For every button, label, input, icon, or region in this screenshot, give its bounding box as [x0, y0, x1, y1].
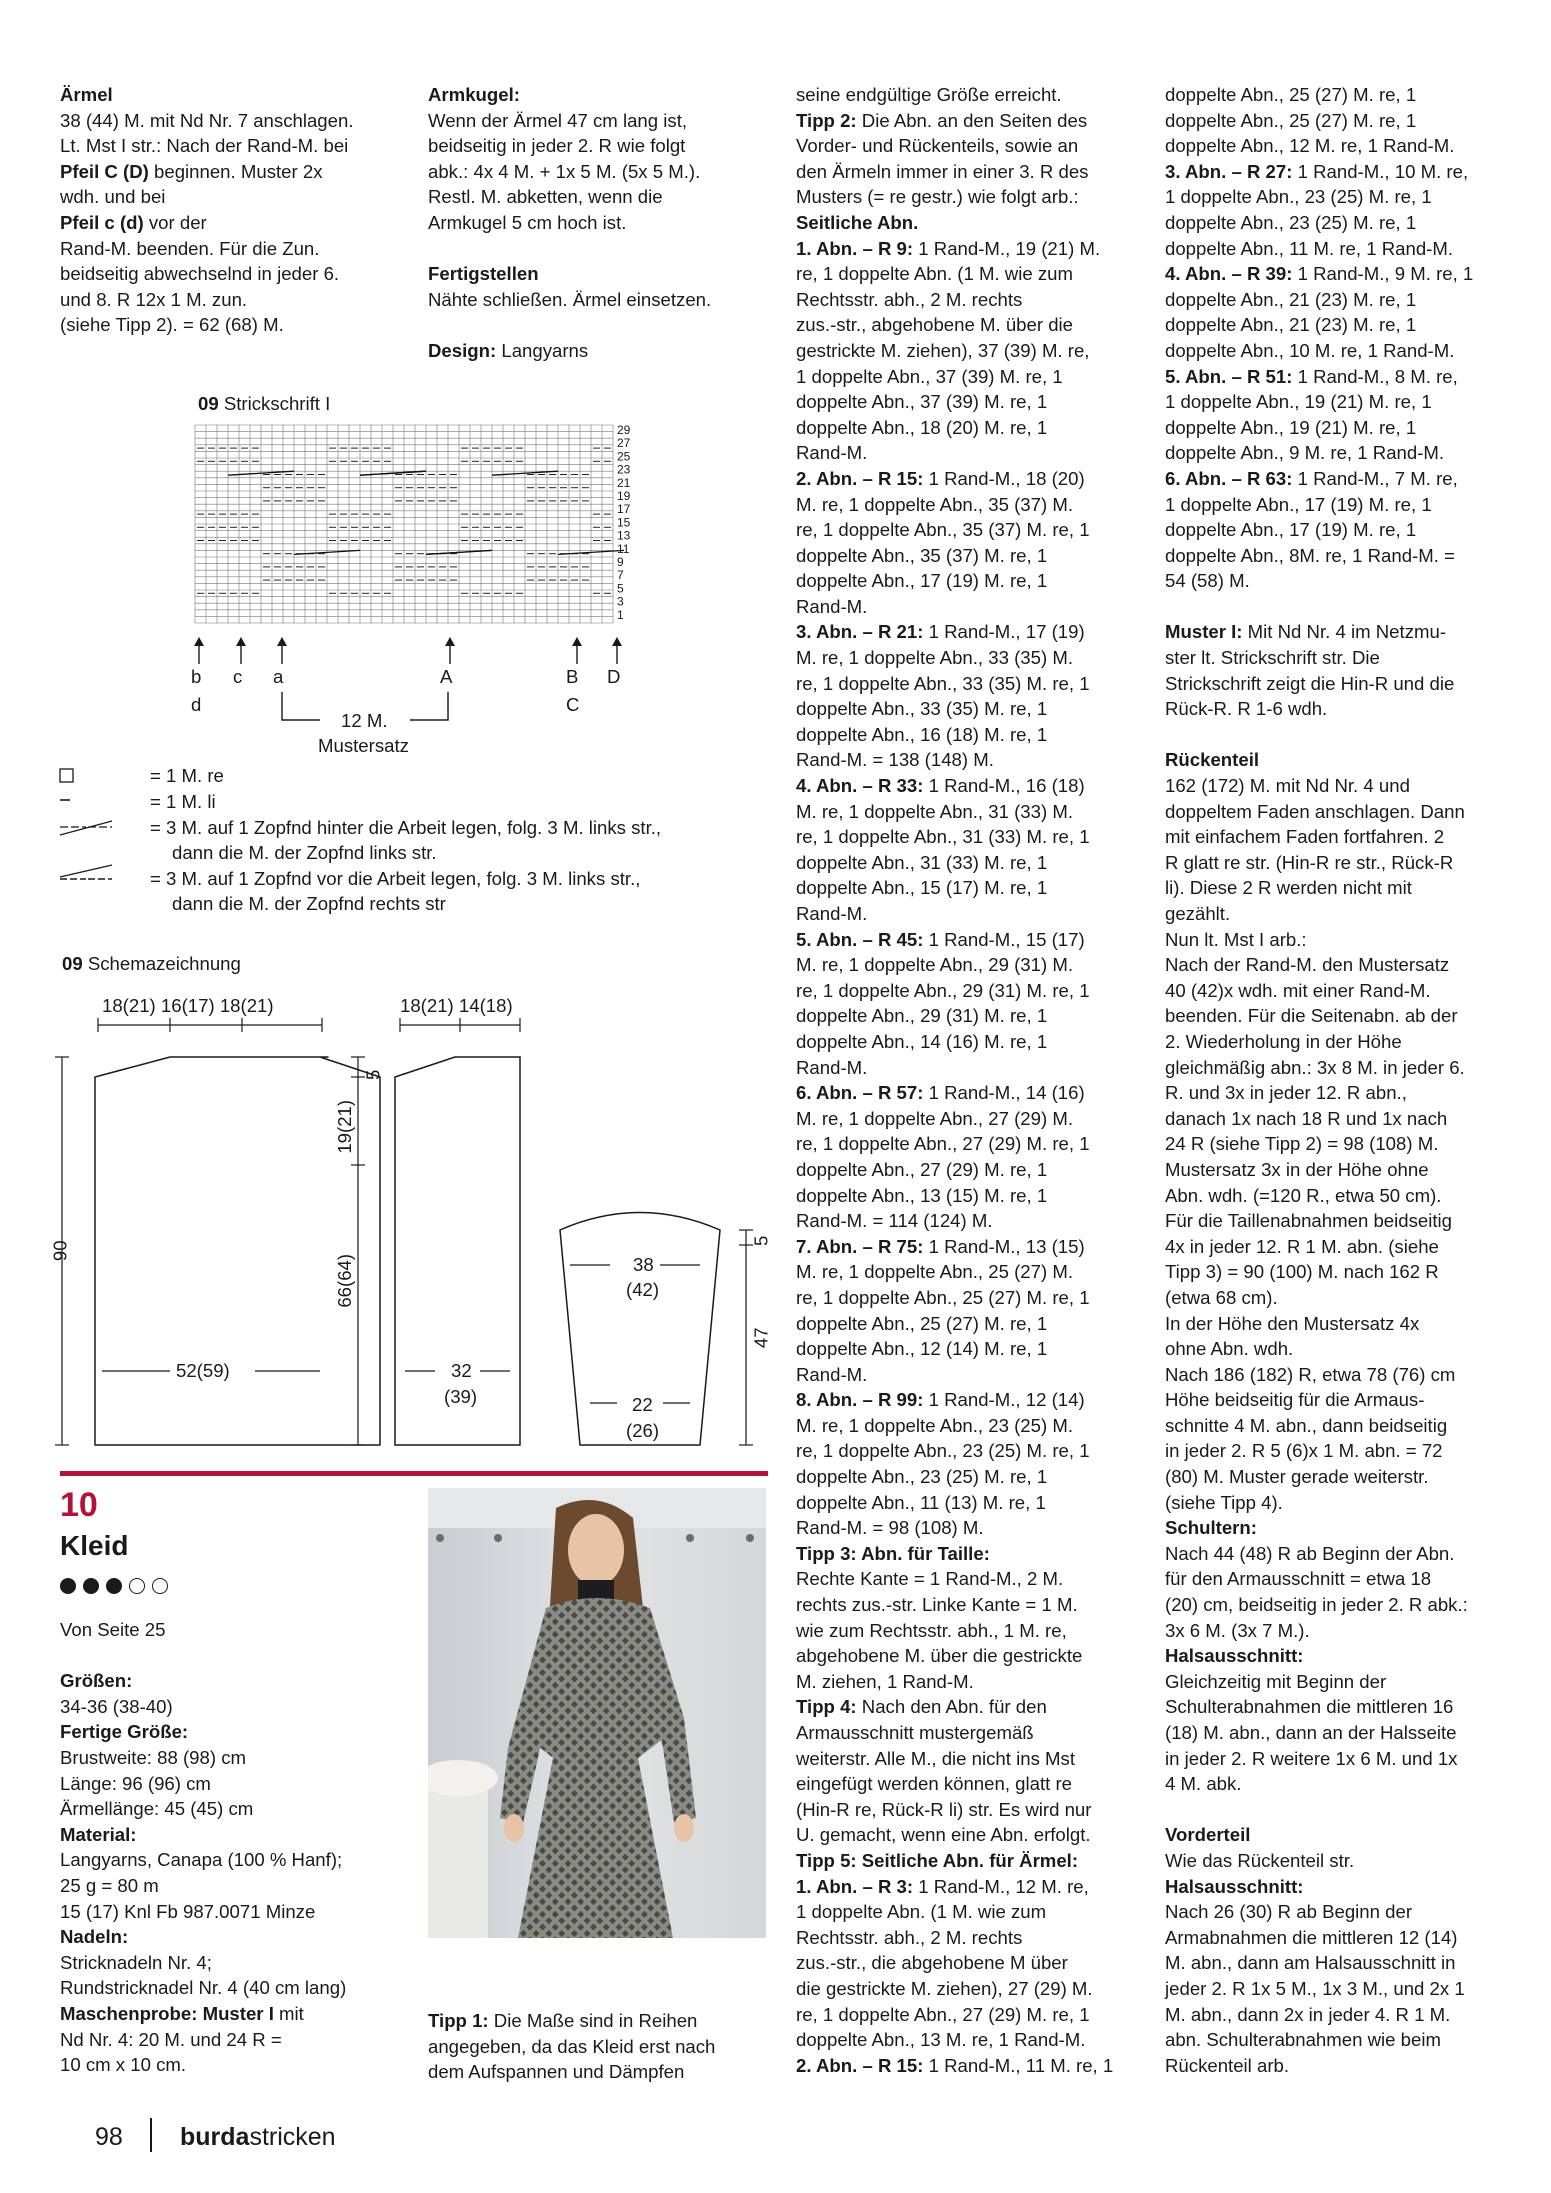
text-line: wie zum Rechtsstr. abh., 1 M. re,: [796, 1619, 1067, 1641]
text-line: 38 (44) M. mit Nd Nr. 7 anschlagen.: [60, 109, 354, 131]
row-number: 29: [617, 423, 631, 437]
text-line: Rechtsstr. abh., 2 M. rechts: [796, 288, 1023, 310]
text-line: 2. Abn. – R 15: 1 Rand-M., 11 M. re, 1: [796, 2054, 1114, 2076]
text-line: den Ärmeln immer in einer 3. R des: [796, 160, 1089, 182]
tipp-1: [428, 2008, 768, 2085]
text-line: Größen:: [60, 1670, 133, 1692]
text-line: re, 1 doppelte Abn., 27 (29) M. re, 1: [796, 1133, 1090, 1155]
text-line: doppelte Abn., 13 M. re, 1 Rand-M.: [796, 2029, 1086, 2051]
text-line: Länge: 96 (96) cm: [60, 1772, 211, 1794]
text-line: doppelte Abn., 21 (23) M. re, 1: [1165, 314, 1417, 336]
text-line: Armabnahmen die mittleren 12 (14): [1165, 1926, 1458, 1948]
text-line: Nähte schließen. Ärmel einsetzen.: [428, 288, 712, 310]
legend-3b: dann die M. der Zopfnd links str.: [172, 842, 437, 863]
text-line: doppelte Abn., 11 (13) M. re, 1: [796, 1491, 1046, 1513]
text-line: doppelte Abn., 29 (31) M. re, 1: [796, 1005, 1048, 1027]
text-line: abn. Schulterabnahmen wie beim: [1165, 2029, 1441, 2051]
text-line: 34-36 (38-40): [60, 1695, 173, 1717]
text-line: doppelte Abn., 14 (16) M. re, 1: [796, 1030, 1048, 1052]
text-line: Tipp 2: Die Abn. an den Seiten des: [796, 109, 1088, 131]
text-line: doppelte Abn., 27 (29) M. re, 1: [796, 1158, 1048, 1180]
text-line: Ärmellänge: 45 (45) cm: [60, 1798, 254, 1820]
text-line: gezählt.: [1165, 903, 1231, 924]
text-line: mit einfachem Faden fortfahren. 2: [1165, 826, 1445, 848]
text-line: doppelte Abn., 8M. re, 1 Rand-M. =: [1165, 544, 1455, 566]
row-number: 9: [617, 555, 624, 569]
text-line: doppelte Abn., 25 (27) M. re, 1: [796, 1312, 1048, 1334]
text-line: beidseitig abwechselnd in jeder 6.: [60, 263, 340, 285]
text-line: (18) M. abn., dann an der Halsseite: [1165, 1722, 1457, 1743]
text-line: Schultern:: [1165, 1517, 1257, 1539]
text-line: Tipp 4: Nach den Abn. für den: [796, 1696, 1047, 1718]
text-line: 5. Abn. – R 51: 1 Rand-M., 8 M. re,: [1165, 365, 1458, 387]
text-line: In der Höhe den Mustersatz 4x: [1165, 1312, 1420, 1334]
arrow-C: C: [566, 694, 580, 715]
text-line: 1. Abn. – R 3: 1 Rand-M., 12 M. re,: [796, 1875, 1089, 1897]
text-line: Rand-M.: [796, 595, 868, 617]
schema-sleeve-h47: 47: [750, 1327, 772, 1349]
text-line: 24 R (siehe Tipp 2) = 98 (108) M.: [1165, 1133, 1439, 1155]
text-line: re, 1 doppelte Abn., 25 (27) M. re, 1: [796, 1286, 1090, 1308]
text-line: Armausschnitt mustergemäß: [796, 1722, 1034, 1743]
legend-4a: = 3 M. auf 1 Zopfnd vor die Arbeit legen, folg. 3 M. links str.,: [150, 868, 641, 889]
text-line: 3x 6 M. (3x 7 M.).: [1165, 1619, 1310, 1641]
text-line: re, 1 doppelte Abn. (1 M. wie zum: [796, 263, 1073, 285]
schema-sleeve-bot2: (26): [626, 1420, 660, 1441]
text-line: angegeben, da das Kleid erst nach: [428, 2035, 716, 2057]
column-4: [1165, 82, 1505, 2078]
text-line: eingefügt werden können, glatt re: [796, 1773, 1073, 1795]
text-line: M. re, 1 doppelte Abn., 27 (29) M.: [796, 1107, 1073, 1129]
schema-sleeve-top1: 38: [633, 1254, 654, 1275]
text-line: doppelte Abn., 35 (37) M. re, 1: [796, 544, 1048, 566]
filled-dot-icon: [106, 1578, 122, 1594]
text-line: (80) M. Muster gerade weiterstr.: [1165, 1466, 1429, 1488]
text-line: Halsausschnitt:: [1165, 1645, 1304, 1667]
text-line: doppelte Abn., 13 (15) M. re, 1: [796, 1184, 1048, 1206]
text-line: Rundstricknadel Nr. 4 (40 cm lang): [60, 1977, 347, 1999]
text-line: doppelte Abn., 12 M. re, 1 Rand-M.: [1165, 135, 1455, 157]
arrow-A: A: [440, 666, 453, 687]
text-line: Nd Nr. 4: 20 M. und 24 R =: [60, 2028, 282, 2050]
text-line: ster lt. Strickschrift str. Die: [1165, 647, 1380, 669]
schema-sleeve-h5: 5: [750, 1235, 772, 1246]
section-number: 10: [60, 1486, 98, 1524]
arrow-d: d: [191, 694, 202, 715]
text-line: wdh. und bei: [60, 186, 166, 208]
knitting-chart: [190, 420, 650, 630]
text-line: beidseitig in jeder 2. R wie folgt: [428, 135, 686, 157]
text-line: Abn. wdh. (=120 R., etwa 50 cm).: [1165, 1184, 1442, 1206]
text-line: M. re, 1 doppelte Abn., 33 (35) M.: [796, 647, 1073, 669]
legend-2: = 1 M. li: [150, 791, 216, 812]
text-line: doppelte Abn., 15 (17) M. re, 1: [796, 877, 1048, 899]
spacer: [1165, 722, 1505, 748]
text-line: (siehe Tipp 4).: [1165, 1491, 1283, 1513]
text-line: doppelte Abn., 25 (27) M. re, 1: [1165, 84, 1417, 105]
text-line: die gestrickte M. ziehen), 27 (29) M.: [796, 1977, 1093, 1999]
schema-front-top: 18(21) 16(17) 18(21): [102, 995, 274, 1016]
text-line: Von Seite 25: [60, 1619, 166, 1640]
cable-back-symbol: [60, 821, 112, 835]
text-line: re, 1 doppelte Abn., 29 (31) M. re, 1: [796, 979, 1090, 1001]
arrow-D: D: [607, 666, 621, 687]
spacer: [60, 1643, 395, 1669]
row-number: 15: [617, 515, 631, 530]
text-line: Für die Taillenabnahmen beidseitig: [1165, 1210, 1453, 1232]
text-line: Rechte Kante = 1 Rand-M., 2 M.: [796, 1568, 1064, 1590]
text-line: doppelte Abn., 16 (18) M. re, 1: [796, 723, 1048, 745]
text-line: doppelte Abn., 9 M. re, 1 Rand-M.: [1165, 442, 1445, 464]
schematic-drawing: [50, 985, 780, 1460]
text-line: für den Armausschnitt = etwa 18: [1165, 1568, 1432, 1590]
text-line: zus.-str., abgehobene M. über die: [796, 314, 1074, 336]
text-line: doppelte Abn., 19 (21) M. re, 1: [1165, 416, 1417, 438]
section-divider: [60, 1471, 768, 1476]
text-line: Fertige Größe:: [60, 1721, 189, 1743]
text-line: Pfeil C (D) beginnen. Muster 2x: [60, 160, 323, 182]
text-line: (etwa 68 cm).: [1165, 1286, 1278, 1308]
text-line: weiterstr. Alle M., die nicht ins Mst: [796, 1747, 1075, 1769]
schema-side-w1: 32: [451, 1360, 472, 1381]
text-line: gleichmäßig abn.: 3x 8 M. in jeder 6.: [1165, 1056, 1465, 1078]
spacer: [1165, 594, 1505, 620]
text-line: Nach 186 (182) R, etwa 78 (76) cm: [1165, 1363, 1456, 1385]
legend-1: = 1 M. re: [150, 765, 224, 786]
text-line: M. re, 1 doppelte Abn., 23 (25) M.: [796, 1414, 1073, 1436]
text-line: abgehobene M. über die gestrickte: [796, 1645, 1083, 1667]
text-line: 5. Abn. – R 45: 1 Rand-M., 15 (17): [796, 928, 1085, 950]
text-line: Maschenprobe: Muster I mit: [60, 2002, 304, 2024]
schema-height: 90: [49, 1240, 71, 1262]
text-line: doppelte Abn., 31 (33) M. re, 1: [796, 851, 1048, 873]
column-2: [428, 82, 758, 364]
text-line: M. abn., dann 2x in jeder 4. R 1 M.: [1165, 2003, 1451, 2025]
text-line: Nach 26 (30) R ab Beginn der: [1165, 1901, 1413, 1923]
text-line: M. re, 1 doppelte Abn., 25 (27) M.: [796, 1261, 1073, 1283]
text-line: 1 doppelte Abn. (1 M. wie zum: [796, 1901, 1047, 1923]
text-line: U. gemacht, wenn eine Abn. erfolgt.: [796, 1824, 1091, 1846]
row-number: 13: [617, 528, 631, 543]
schema-sleeve-top2: (42): [626, 1279, 660, 1300]
row-number: 19: [617, 489, 631, 503]
page-number: 98: [95, 2123, 123, 2151]
text-line: doppelte Abn., 33 (35) M. re, 1: [796, 698, 1048, 720]
text-line: doppelte Abn., 23 (25) M. re, 1: [796, 1466, 1048, 1488]
text-line: doppelte Abn., 18 (20) M. re, 1: [796, 416, 1048, 438]
text-line: re, 1 doppelte Abn., 27 (29) M. re, 1: [796, 2003, 1090, 2025]
text-line: doppeltem Faden anschlagen. Dann: [1165, 800, 1465, 822]
text-line: 6. Abn. – R 57: 1 Rand-M., 14 (16): [796, 1082, 1085, 1104]
text-line: beenden. Für die Seitenabn. ab der: [1165, 1005, 1458, 1027]
text-line: Armkugel:: [428, 84, 520, 105]
difficulty-rating: [60, 1578, 175, 1599]
text-line: re, 1 doppelte Abn., 35 (37) M. re, 1: [796, 519, 1090, 541]
text-line: Nadeln:: [60, 1926, 129, 1948]
text-line: 8. Abn. – R 99: 1 Rand-M., 12 (14): [796, 1389, 1085, 1411]
filled-dot-icon: [60, 1578, 76, 1594]
text-line: 1 doppelte Abn., 19 (21) M. re, 1: [1165, 391, 1432, 413]
text-line: 3. Abn. – R 21: 1 Rand-M., 17 (19): [796, 621, 1085, 643]
row-number: 3: [617, 594, 624, 609]
dress-photo: [428, 1488, 766, 1938]
row-number: 27: [617, 436, 631, 451]
text-line: 25 g = 80 m: [60, 1874, 159, 1896]
text-line: doppelte Abn., 25 (27) M. re, 1: [1165, 109, 1417, 131]
repeat-label-2: Mustersatz: [318, 735, 409, 756]
text-line: 54 (58) M.: [1165, 570, 1250, 592]
cable-front-symbol: [60, 865, 112, 879]
text-line: 162 (172) M. mit Nd Nr. 4 und: [1165, 775, 1410, 797]
schema-label: 09 Schemazeichnung: [62, 953, 241, 974]
text-line: M. abn., dann am Halsausschnitt in: [1165, 1952, 1456, 1974]
text-line: Vorderteil: [1165, 1824, 1251, 1846]
text-line: schnitte 4 M. abn., dann beidseitig: [1165, 1414, 1448, 1436]
text-line: 3. Abn. – R 27: 1 Rand-M., 10 M. re,: [1165, 160, 1469, 182]
text-line: re, 1 doppelte Abn., 23 (25) M. re, 1: [796, 1440, 1090, 1462]
text-line: Tipp 1: Die Maße sind in Reihen: [428, 2010, 698, 2031]
text-line: seine endgültige Größe erreicht.: [796, 84, 1062, 105]
text-line: re, 1 doppelte Abn., 33 (35) M. re, 1: [796, 672, 1090, 694]
row-number: 23: [617, 462, 631, 477]
text-line: doppelte Abn., 23 (25) M. re, 1: [1165, 211, 1417, 233]
column-1: [60, 82, 395, 338]
text-line: zus.-str., die abgehobene M über: [796, 1952, 1068, 1974]
text-line: Langyarns, Canapa (100 % Hanf);: [60, 1849, 343, 1871]
text-line: Rand-M.: [796, 903, 868, 924]
text-line: Rand-M. = 98 (108) M.: [796, 1517, 984, 1539]
empty-dot-icon: [129, 1578, 145, 1594]
text-line: Restl. M. abketten, wenn die: [428, 186, 663, 208]
text-line: Rückenteil arb.: [1165, 2054, 1290, 2076]
schema-sleeve-bot1: 22: [632, 1394, 653, 1415]
text-line: Rand-M. = 138 (148) M.: [796, 749, 994, 771]
text-line: Gleichzeitig mit Beginn der: [1165, 1670, 1387, 1692]
text-line: R. und 3x in jeder 12. R abn.,: [1165, 1082, 1407, 1104]
text-line: 15 (17) Knl Fb 987.0071 Minze: [60, 1900, 316, 1922]
text-line: Muster I: Mit Nd Nr. 4 im Netzmu-: [1165, 621, 1447, 643]
repeat-label-1: 12 M.: [341, 710, 388, 731]
text-line: 40 (42)x wdh. mit einer Rand-M.: [1165, 979, 1431, 1001]
text-line: in jeder 2. R 5 (6)x 1 M. abn. = 72: [1165, 1440, 1443, 1462]
text-line: M. ziehen, 1 Rand-M.: [796, 1670, 974, 1692]
text-line: doppelte Abn., 10 M. re, 1 Rand-M.: [1165, 339, 1455, 361]
text-line: Schulterabnahmen die mittleren 16: [1165, 1696, 1454, 1718]
row-number: 1: [617, 607, 624, 622]
section-title: Kleid: [60, 1530, 129, 1561]
text-line: doppelte Abn., 17 (19) M. re, 1: [796, 570, 1048, 592]
text-line: R glatt re str. (Hin-R re str., Rück-R: [1165, 851, 1454, 873]
text-line: Seitliche Abn.: [796, 211, 919, 233]
text-line: Nach der Rand-M. den Mustersatz: [1165, 954, 1450, 976]
text-line: M. re, 1 doppelte Abn., 35 (37) M.: [796, 493, 1073, 515]
text-line: 1 doppelte Abn., 23 (25) M. re, 1: [1165, 186, 1432, 208]
text-line: Wenn der Ärmel 47 cm lang ist,: [428, 109, 688, 131]
text-line: Design: Langyarns: [428, 339, 589, 361]
arrow-a: a: [273, 666, 284, 687]
text-line: 1 doppelte Abn., 37 (39) M. re, 1: [796, 365, 1063, 387]
text-line: Fertigstellen: [428, 263, 539, 285]
text-line: (20) cm, beidseitig in jeder 2. R abk.:: [1165, 1594, 1468, 1616]
text-line: in jeder 2. R weitere 1x 6 M. und 1x: [1165, 1747, 1458, 1769]
text-line: 2. Abn. – R 15: 1 Rand-M., 18 (20): [796, 467, 1085, 489]
text-line: Rand-M.: [796, 1363, 868, 1385]
text-line: Rand-M. beenden. Für die Zun.: [60, 237, 320, 259]
spacer: [428, 236, 758, 262]
text-line: (siehe Tipp 2). = 62 (68) M.: [60, 314, 284, 336]
text-line: gestrickte M. ziehen), 37 (39) M. re,: [796, 339, 1090, 361]
text-line: doppelte Abn., 21 (23) M. re, 1: [1165, 288, 1417, 310]
text-line: Vorder- und Rückenteils, sowie an: [796, 135, 1079, 157]
text-line: abk.: 4x 4 M. + 1x 5 M. (5x 5 M.).: [428, 160, 701, 182]
text-line: jeder 2. R 1x 5 M., 1x 3 M., und 2x 1: [1165, 1977, 1465, 1999]
text-line: Brustweite: 88 (98) cm: [60, 1746, 247, 1768]
text-line: Armkugel 5 cm hoch ist.: [428, 211, 627, 233]
text-line: Rückenteil: [1165, 749, 1260, 771]
text-line: Ärmel: [60, 84, 113, 105]
text-line: Pfeil c (d) vor der: [60, 211, 207, 233]
kleid-info: [60, 1617, 395, 2078]
text-line: 6. Abn. – R 63: 1 Rand-M., 7 M. re,: [1165, 467, 1458, 489]
text-line: 2. Wiederholung in der Höhe: [1165, 1030, 1402, 1052]
schema-side-h19: 19(21): [334, 1099, 356, 1154]
text-line: M. re, 1 doppelte Abn., 31 (33) M.: [796, 800, 1073, 822]
text-line: Rand-M.: [796, 1056, 868, 1078]
text-line: li). Diese 2 R werden nicht mit: [1165, 877, 1412, 899]
row-number: 5: [617, 581, 624, 596]
chart-label: 09 Strickschrift I: [198, 393, 331, 414]
text-line: und 8. R 12x 1 M. zun.: [60, 288, 248, 310]
schema-side-top: 18(21) 14(18): [400, 995, 513, 1016]
schema-side-w2: (39): [444, 1386, 478, 1407]
text-line: Rück-R. R 1-6 wdh.: [1165, 698, 1328, 720]
text-line: Tipp 3) = 90 (100) M. nach 162 R: [1165, 1261, 1439, 1283]
text-line: doppelte Abn., 37 (39) M. re, 1: [796, 391, 1048, 413]
text-line: re, 1 doppelte Abn., 31 (33) M. re, 1: [796, 826, 1090, 848]
text-line: Nach 44 (48) R ab Beginn der Abn.: [1165, 1542, 1455, 1564]
text-line: Halsausschnitt:: [1165, 1875, 1304, 1897]
legend-4b: dann die M. der Zopfnd rechts str: [172, 893, 446, 914]
text-line: 1. Abn. – R 9: 1 Rand-M., 19 (21) M.: [796, 237, 1101, 259]
text-line: 4x in jeder 12. R 1 M. abn. (siehe: [1165, 1235, 1439, 1257]
arrow-b: b: [191, 666, 202, 687]
schema-side-h66: 66(64): [334, 1253, 356, 1308]
row-number: 7: [617, 568, 624, 583]
text-line: doppelte Abn., 12 (14) M. re, 1: [796, 1338, 1048, 1360]
text-line: Nun lt. Mst I arb.:: [1165, 928, 1307, 950]
schema-front-width: 52(59): [176, 1360, 230, 1381]
empty-dot-icon: [152, 1578, 168, 1594]
text-line: 10 cm x 10 cm.: [60, 2054, 187, 2076]
row-number: 11: [617, 541, 630, 556]
text-line: M. re, 1 doppelte Abn., 29 (31) M.: [796, 954, 1073, 976]
text-line: rechts zus.-str. Linke Kante = 1 M.: [796, 1594, 1078, 1616]
text-line: doppelte Abn., 11 M. re, 1 Rand-M.: [1165, 237, 1454, 259]
arrow-c: c: [233, 666, 243, 687]
text-line: doppelte Abn., 17 (19) M. re, 1: [1165, 519, 1417, 541]
arrow-B: B: [566, 666, 579, 687]
text-line: 4 M. abk.: [1165, 1773, 1242, 1795]
spacer: [428, 312, 758, 338]
text-line: dem Aufspannen und Dämpfen: [428, 2061, 685, 2083]
column-3: [796, 82, 1136, 2078]
legend-3a: = 3 M. auf 1 Zopfnd hinter die Arbeit legen, folg. 3 M. links str.,: [150, 817, 662, 838]
text-line: Material:: [60, 1823, 137, 1845]
text-line: 4. Abn. – R 39: 1 Rand-M., 9 M. re, 1: [1165, 263, 1474, 285]
text-line: 4. Abn. – R 33: 1 Rand-M., 16 (18): [796, 775, 1085, 797]
row-number: 21: [617, 475, 631, 490]
text-line: 7. Abn. – R 75: 1 Rand-M., 13 (15): [796, 1235, 1085, 1257]
text-line: Strickschrift zeigt die Hin-R und die: [1165, 672, 1455, 694]
text-line: Höhe beidseitig für die Armaus-: [1165, 1389, 1425, 1411]
text-line: Stricknadeln Nr. 4;: [60, 1951, 212, 1973]
row-number: 25: [617, 449, 631, 464]
text-line: Mustersatz 3x in der Höhe ohne: [1165, 1158, 1429, 1180]
text-line: Rand-M.: [796, 442, 868, 464]
text-line: Rechtsstr. abh., 2 M. rechts: [796, 1926, 1023, 1948]
text-line: Tipp 3: Abn. für Taille:: [796, 1542, 990, 1564]
brand-logo: burdastricken: [180, 2123, 336, 2151]
schema-side-h5: 5: [362, 1069, 384, 1080]
text-line: (Hin-R re, Rück-R li) str. Es wird nur: [796, 1798, 1092, 1820]
text-line: Lt. Mst I str.: Nach der Rand-M. bei: [60, 135, 349, 157]
filled-dot-icon: [83, 1578, 99, 1594]
text-line: 1 doppelte Abn., 17 (19) M. re, 1: [1165, 493, 1432, 515]
spacer: [1165, 1797, 1505, 1823]
text-line: ohne Abn. wdh.: [1165, 1338, 1294, 1360]
text-line: Wie das Rückenteil str.: [1165, 1849, 1355, 1871]
row-number: 17: [617, 502, 631, 517]
footer-divider: [150, 2118, 152, 2152]
text-line: Tipp 5: Seitliche Abn. für Ärmel:: [796, 1849, 1079, 1871]
text-line: Musters (= re gestr.) wie folgt arb.:: [796, 186, 1079, 208]
text-line: danach 1x nach 18 R und 1x nach: [1165, 1107, 1448, 1129]
text-line: Rand-M. = 114 (124) M.: [796, 1210, 993, 1232]
